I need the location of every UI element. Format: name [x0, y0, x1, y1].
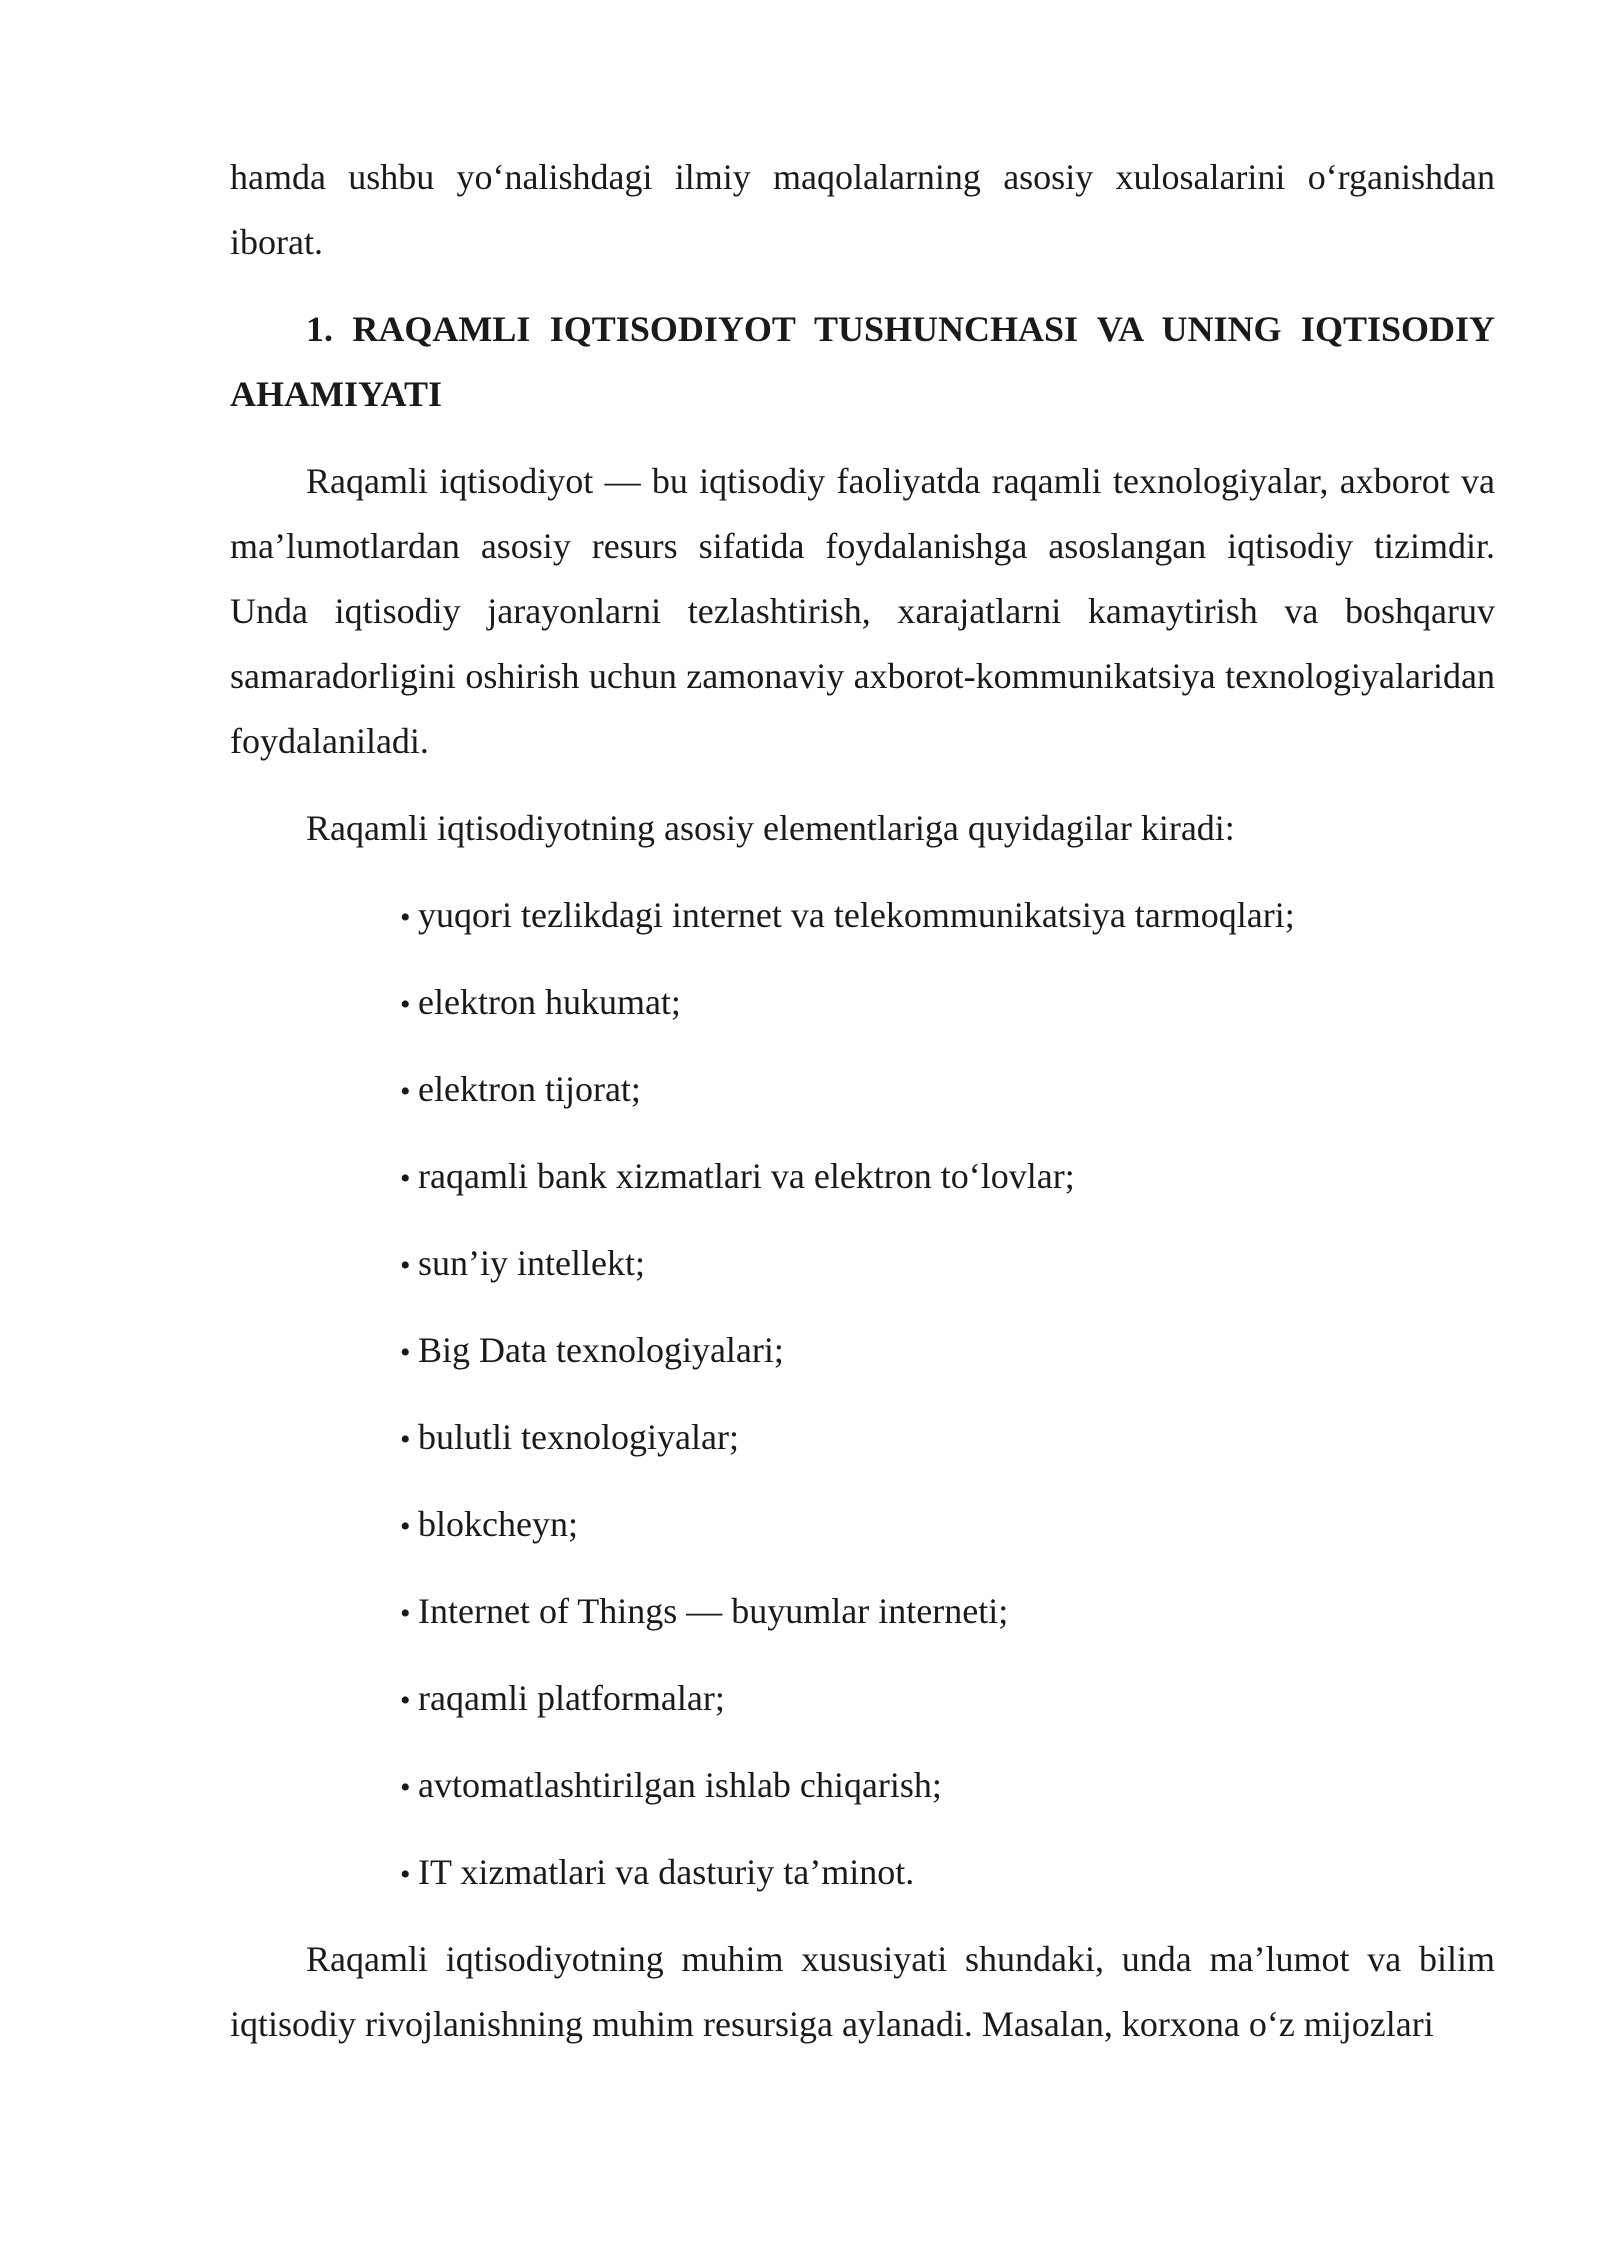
list-item	[400, 1144, 1495, 1209]
list-item	[400, 1405, 1495, 1470]
list-item-text: raqamli platformalar;	[418, 1678, 725, 1718]
list-intro-paragraph: Raqamli iqtisodiyotning asosiy elementlariga quyidagilar kiradi:	[306, 808, 1235, 848]
page-content	[230, 145, 1495, 2079]
bullet-icon: •	[400, 1858, 411, 1891]
definition-paragraph: Raqamli iqtisodiyot — bu iqtisodiy faoliyatda raqamli texnologiyalar, axborot va ma’lumotlardan asosiy resurs sifatida foydalanishga asoslangan iqtisodiy tizimdir. Unda iqtisodiy jarayonlarni tezlashtirish, xarajatlarni kamaytirish va boshqaruv samaradorligini oshirish uchun zamonaviy axborot-kommunikatsiya texnologiyalaridan foydalaniladi.	[230, 461, 1495, 761]
bullet-icon: •	[400, 1249, 411, 1282]
list-item-text: blokcheyn;	[418, 1504, 578, 1544]
bullet-icon: •	[400, 1162, 411, 1195]
list-item	[400, 1231, 1495, 1296]
list-item	[400, 1840, 1495, 1905]
bullet-icon: •	[400, 901, 411, 934]
bullet-icon: •	[400, 988, 411, 1021]
list-item	[400, 1057, 1495, 1122]
list-item-text: Big Data texnologiyalari;	[418, 1330, 784, 1370]
elements-list	[230, 883, 1495, 1905]
list-item-text: sun’iy intellekt;	[418, 1243, 645, 1283]
list-item-text: bulutli texnologiyalar;	[418, 1417, 739, 1457]
section-heading: 1. RAQAMLI IQTISODIYOT TUSHUNCHASI VA UNING IQTISODIY AHAMIYATI	[230, 309, 1495, 414]
list-item-text: elektron tijorat;	[418, 1069, 641, 1109]
intro-continuation-paragraph: hamda ushbu yo‘nalishdagi ilmiy maqolalarning asosiy xulosalarini o‘rganishdan iborat.	[230, 157, 1495, 262]
list-item	[400, 1753, 1495, 1818]
list-item-text: yuqori tezlikdagi internet va telekommunikatsiya tarmoqlari;	[418, 895, 1295, 935]
list-item-text: IT xizmatlari va dasturiy ta’minot.	[418, 1852, 915, 1892]
bullet-icon: •	[400, 1597, 411, 1630]
list-item-text: Internet of Things — buyumlar interneti;	[418, 1591, 1009, 1631]
bullet-icon: •	[400, 1336, 411, 1369]
closing-paragraph: Raqamli iqtisodiyotning muhim xususiyati shundaki, unda ma’lumot va bilim iqtisodiy rivojlanishning muhim resursiga aylanadi. Masalan, korxona o‘z mijozlari	[230, 1939, 1495, 2044]
list-item	[400, 1579, 1495, 1644]
bullet-icon: •	[400, 1075, 411, 1108]
list-item-text: elektron hukumat;	[418, 982, 681, 1022]
list-item-text: raqamli bank xizmatlari va elektron to‘lovlar;	[418, 1156, 1075, 1196]
bullet-icon: •	[400, 1771, 411, 1804]
list-item	[400, 970, 1495, 1035]
list-item	[400, 883, 1495, 948]
list-item	[400, 1492, 1495, 1557]
bullet-icon: •	[400, 1510, 411, 1543]
bullet-icon: •	[400, 1423, 411, 1456]
bullet-icon: •	[400, 1684, 411, 1717]
list-item	[400, 1318, 1495, 1383]
list-item-text: avtomatlashtirilgan ishlab chiqarish;	[418, 1765, 942, 1805]
list-item	[400, 1666, 1495, 1731]
